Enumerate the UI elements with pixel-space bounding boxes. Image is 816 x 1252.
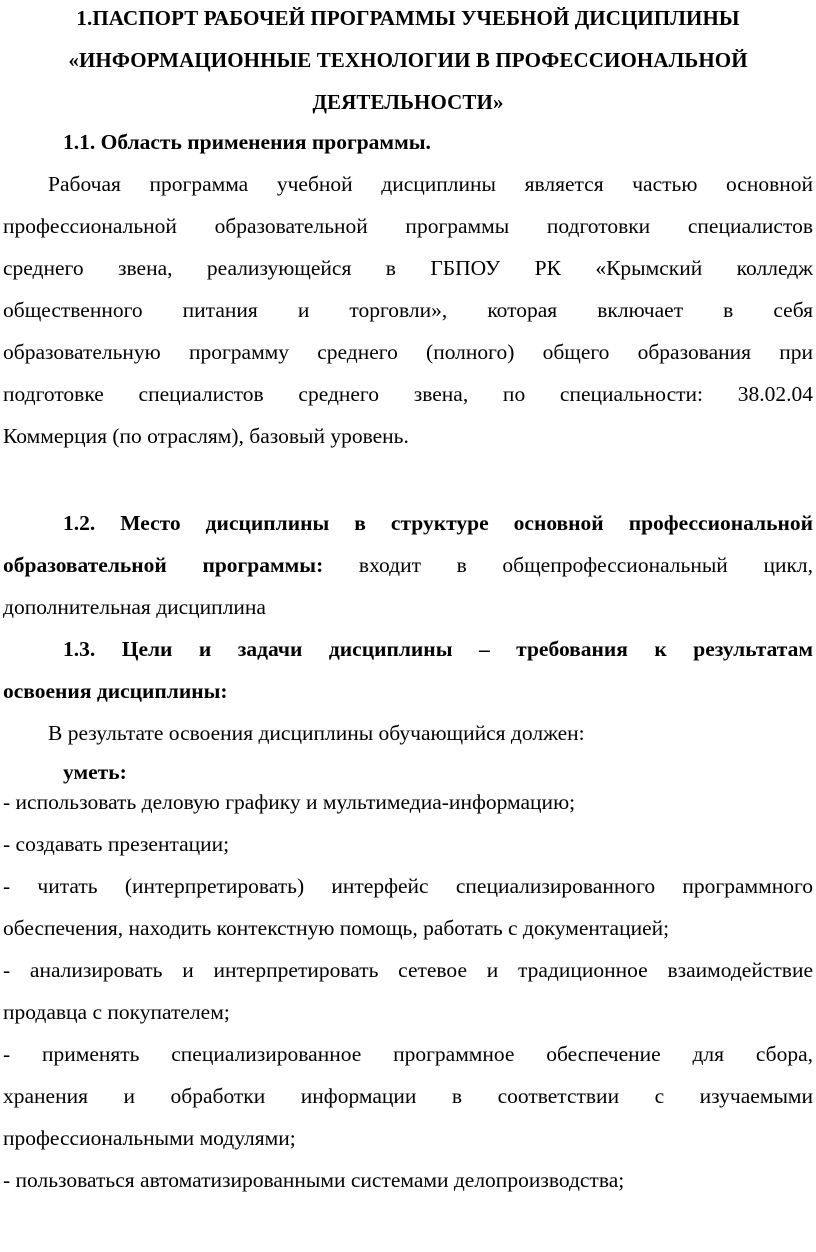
list-item: - пользоваться автоматизированными системами делопроизводства; [3,1168,625,1192]
list-item: - читать (интерпретировать) интерфейс специализированного программного [3,874,813,898]
section-1-2-heading-part: образовательной программы: [3,553,324,577]
paragraph-line: Рабочая программа учебной дисциплины является частью основной [48,172,813,196]
paragraph-line: образовательную программу среднего (полного) общего образования при [3,340,813,364]
list-item-continuation: продавца с покупателем; [3,1000,230,1024]
list-item-continuation: хранения и обработки информации в соответствии с изучаемыми [3,1084,813,1108]
title-line-1: 1.ПАСПОРТ РАБОЧЕЙ ПРОГРАММЫ УЧЕБНОЙ ДИСЦИПЛИНЫ [76,6,740,30]
skills-label: уметь: [63,760,127,784]
list-item-continuation: обеспечения, находить контекстную помощь, работать с документацией; [3,916,670,940]
title-line-3: ДЕЯТЕЛЬНОСТИ» [312,90,504,114]
title-line-2: «ИНФОРМАЦИОННЫЕ ТЕХНОЛОГИИ В ПРОФЕССИОНАЛЬНОЙ [68,48,748,72]
section-1-3-heading: 1.3. Цели и задачи дисциплины – требования к результатам [63,637,813,661]
paragraph-line: среднего звена, реализующейся в ГБПОУ РК «Крымский колледж [3,256,813,280]
list-item: - создавать презентации; [3,832,230,856]
section-1-2-line-3: дополнительная дисциплина [3,595,266,619]
document-title [0,0,816,123]
list-item: - использовать деловую графику и мультимедиа-информацию; [3,790,576,814]
list-item: - анализировать и интерпретировать сетевое и традиционное взаимодействие [3,958,813,982]
section-1-1-paragraph [3,163,813,457]
section-1-2-text: входит в общепрофессиональный цикл, [323,553,814,577]
list-item-continuation: профессиональными модулями; [3,1126,296,1150]
section-1-2-line-2 [3,544,813,586]
section-1-3-intro: В результате освоения дисциплины обучающийся должен: [48,721,585,745]
section-1-3-heading-line-2: освоения дисциплины: [3,679,228,703]
list-item: - применять специализированное программное обеспечение для сбора, [3,1042,813,1066]
paragraph-line: профессиональной образовательной программы подготовки специалистов [3,214,813,238]
paragraph-line: Коммерция (по отраслям), базовый уровень. [3,424,409,448]
paragraph-line: подготовке специалистов среднего звена, по специальности: 38.02.04 [3,382,813,406]
section-1-2-heading: 1.2. Место дисциплины в структуре основной профессиональной [63,511,813,535]
paragraph-line: общественного питания и торговли», которая включает в себя [3,298,813,322]
section-1-1-heading: 1.1. Область применения программы. [63,130,431,154]
